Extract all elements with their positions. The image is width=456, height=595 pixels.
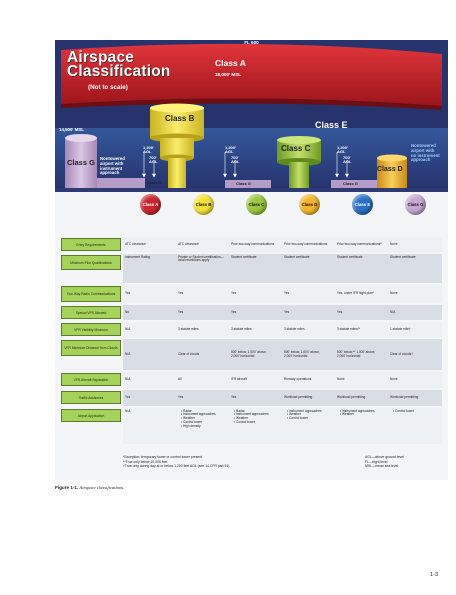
cell-traffic-d: Workload permitting <box>284 395 313 400</box>
mid-agl-1200-label: 1,200' AGL <box>225 145 236 155</box>
cell-pilot-e: Student certificate <box>337 254 363 259</box>
airport-b-item: • High density <box>181 425 216 429</box>
cell-radio-d: Yes <box>284 291 290 296</box>
airport-b-item: • Control tower <box>181 421 216 425</box>
title-line-1: Airspace <box>67 49 135 66</box>
title-line-2: Classification <box>67 63 171 80</box>
page-number: 1-3 <box>430 572 439 578</box>
cell-sep-b: All <box>178 377 182 382</box>
cell-airport-c <box>232 408 282 444</box>
class-e-label: Class E <box>315 120 348 130</box>
cell-vis-b: 3 statute miles <box>178 326 199 331</box>
right-agl-700-label: 700' AGL <box>343 155 352 165</box>
row-label-pilot: Minimum Pilot Qualifications <box>61 255 121 270</box>
cell-traffic-e: Workload permitting <box>337 395 366 400</box>
row-label-traffic: Traffic Advisories <box>61 391 121 404</box>
cell-pilot-c: Student certificate <box>231 254 257 259</box>
class-b-label: Class B <box>165 114 195 123</box>
airport-b-item: • Radar <box>181 410 216 414</box>
left-airport-note: Nontowered airport with instrument approach <box>100 156 125 176</box>
cell-entry-c: Prior two-way communications <box>231 241 275 246</box>
row-label-sep: VFR Aircraft Separation <box>61 373 121 386</box>
cell-svfr-g: N/A <box>390 309 396 314</box>
cell-clouds-e: 500' below,** 1,000' above, 2,000' horizontal <box>337 349 376 358</box>
cell-clouds-a: N/A <box>125 351 131 356</box>
cell-pilot-a: Instrument Rating <box>125 254 151 259</box>
class-g-small-1: Class G <box>147 180 162 185</box>
footnote-agl: AGL—above ground level <box>365 455 404 459</box>
cell-radio-b: Yes <box>178 291 184 296</box>
footnote-fl: FL—flight level <box>365 459 388 464</box>
cell-airport-a: N/A <box>125 408 131 413</box>
header-class-b: Class B <box>193 194 214 215</box>
cell-radio-c: Yes <box>231 291 237 296</box>
cell-vis-a: N/A <box>125 326 131 331</box>
class-g-small-3: Class G <box>343 181 358 186</box>
cell-traffic-c: Yes <box>231 395 237 400</box>
diagram-subtitle: (Not to scale) <box>88 84 128 91</box>
footnote-exception: *Exception: temporary tower or control tower present <box>123 455 203 459</box>
row-label-entry: Entry Requirements <box>61 238 121 251</box>
cell-airport-e <box>338 408 388 444</box>
class-g-small-2: Class G <box>236 181 251 186</box>
header-class-c: Class C <box>246 194 267 215</box>
class-d-label: Class D <box>377 166 403 173</box>
airport-c-item: • Instrument approaches <box>234 413 269 417</box>
cell-sep-g: None <box>390 377 398 382</box>
cell-clouds-d: 500' below, 1,000' above, 2,000' horizontal <box>284 349 320 358</box>
cell-vis-c: 3 statute miles <box>231 326 252 331</box>
airport-c-item: • Weather <box>234 417 269 421</box>
cell-airport-d <box>285 408 335 444</box>
fl600-label: FL 600 <box>244 40 259 45</box>
airspace-diagram-panel <box>55 40 448 480</box>
airport-d-item: • Weather <box>287 413 322 417</box>
cell-traffic-g: Workload permitting <box>390 395 419 400</box>
cell-svfr-e: Yes <box>337 309 343 314</box>
class-g-left-label: Class G <box>67 158 95 167</box>
row-label-clouds: VFR Minimum Distance from Clouds <box>61 340 121 356</box>
cell-traffic-a: Yes <box>125 395 131 400</box>
row-label-airport: Airport Application <box>61 409 121 422</box>
cell-vis-d: 3 statute miles <box>284 326 305 331</box>
diagram-title <box>67 51 171 79</box>
class-g-left-top <box>65 134 97 142</box>
footnotes-left <box>123 455 323 469</box>
airport-d-item: • Control tower <box>287 417 322 421</box>
class-c-label: Class C <box>281 144 311 153</box>
cell-entry-e: Prior two-way communications* <box>337 241 382 246</box>
cell-radio-g: None <box>390 291 398 296</box>
airport-g-item: • Control tower <box>393 410 414 414</box>
cell-clouds-g: Clear of clouds† <box>390 351 414 356</box>
airport-c-item: • Control tower <box>234 421 269 425</box>
cell-entry-d: Prior two-way communications <box>284 241 328 246</box>
figure-caption-text: Airspace classifications. <box>79 485 125 490</box>
cell-sep-c: IFR aircraft <box>231 377 247 382</box>
airport-d-item: • Instrument approaches <box>287 410 322 414</box>
row-label-vis: VFR Visibility Minimum <box>61 323 121 336</box>
figure-number: Figure 1-1. <box>55 485 79 490</box>
cell-traffic-b: Yes <box>178 395 184 400</box>
class-b-core <box>168 158 186 188</box>
cell-entry-b: ATC clearance <box>178 241 199 246</box>
left-agl-1200-label: 1,200' AGL <box>143 145 154 155</box>
cell-sep-e: None <box>337 377 345 382</box>
cell-sep-a: N/A <box>125 377 131 382</box>
cell-pilot-d: Student certificate <box>284 254 310 259</box>
class-b-top-ellipse <box>150 104 204 113</box>
airport-e-item: • Instrument approaches <box>340 410 375 414</box>
cell-clouds-b: Clear of clouds <box>178 351 200 356</box>
cell-pilot-b: Private or Student certification—local restrictions apply <box>178 254 224 263</box>
left-agl-700-label: 700' AGL <box>149 155 158 165</box>
header-class-g: Class G <box>405 194 426 215</box>
cell-svfr-c: Yes <box>231 309 237 314</box>
header-class-d: Class D <box>299 194 320 215</box>
class-a-label: Class A <box>215 58 246 68</box>
right-airport-note: Nontowered airport with no instrument approach <box>411 143 440 163</box>
airport-b-item: • Weather <box>181 417 216 421</box>
class-d-cylinder <box>377 158 407 188</box>
mid-agl-700-label: 700' AGL <box>231 155 240 165</box>
figure-caption <box>55 485 124 490</box>
cell-entry-a: ATC clearance <box>125 241 146 246</box>
cell-pilot-g: Student certificate <box>390 254 416 259</box>
msl-14500-label: 14,500' MSL <box>59 127 84 132</box>
class-d-top <box>377 155 407 162</box>
footnotes-right <box>365 455 445 469</box>
airport-e-item: • Weather <box>340 413 375 417</box>
row-label-radio: Two-Way Radio Communications <box>61 286 121 302</box>
class-g-left-ground <box>97 178 145 188</box>
cell-clouds-c: 500' below, 1,000' above, 2,000' horizontal <box>231 349 267 358</box>
class-c-core <box>289 162 309 188</box>
class-c-top <box>277 136 321 144</box>
cell-sep-d: Runway operations <box>284 377 312 382</box>
footnote-msl: MSL—mean sea level <box>365 464 399 469</box>
cell-entry-g: None <box>390 241 398 246</box>
cell-radio-e: Yes, under IFR flight plan* <box>337 291 374 296</box>
class-a-altitude: 18,000' MSL <box>215 72 242 77</box>
header-class-e: Class E <box>352 194 373 215</box>
footnote-below-10000: **True only below 10,000 feet <box>123 459 168 464</box>
cell-svfr-a: No <box>125 309 130 314</box>
row-label-svfr: Special VFR Allowed <box>61 306 121 319</box>
cell-airport-b <box>179 408 229 444</box>
cell-vis-g: 1 statute mile† <box>390 326 411 331</box>
airport-c-item: • Radar <box>234 410 269 414</box>
cell-svfr-d: Yes <box>284 309 290 314</box>
cell-radio-a: Yes <box>125 291 131 296</box>
cell-svfr-b: Yes <box>178 309 184 314</box>
cell-airport-g <box>391 408 441 444</box>
header-class-a: Class A <box>140 194 161 215</box>
right-agl-1200-label: 1,200' AGL <box>337 145 348 155</box>
cell-vis-e: 3 statute miles** <box>337 326 361 331</box>
footnote-day-1200: †True only during day at or below 1,200 feet AGL (see 14 CFR part 91) <box>123 464 230 469</box>
airport-b-item: • Instrument approaches <box>181 413 216 417</box>
